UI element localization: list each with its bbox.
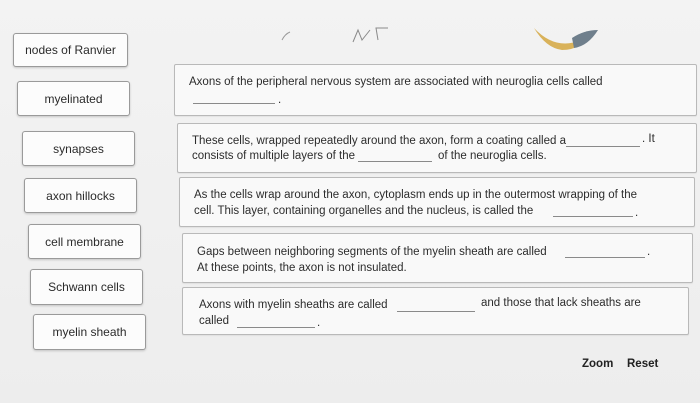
drop-blank-7[interactable] bbox=[237, 317, 315, 328]
statement-3-text-b: cell. This layer, containing organelles and the nucleus, is called the bbox=[194, 205, 534, 217]
statement-4-text-a: Gaps between neighboring segments of the myelin sheath are called bbox=[197, 246, 547, 258]
drop-blank-1[interactable] bbox=[193, 93, 275, 104]
statement-5-text-b: and those that lack sheaths are bbox=[481, 297, 641, 309]
term-card-synapses[interactable]: synapses bbox=[22, 131, 135, 166]
term-card-myelinated[interactable]: myelinated bbox=[17, 81, 130, 116]
reset-button[interactable]: Reset bbox=[627, 358, 659, 370]
drop-blank-2[interactable] bbox=[566, 136, 640, 147]
statement-4-text-b: At these points, the axon is not insulated. bbox=[197, 262, 407, 274]
statement-2-text-b: . It bbox=[642, 133, 655, 145]
statement-1-text: Axons of the peripheral nervous system are associated with neuroglia cells called bbox=[189, 76, 603, 88]
statement-5-text-a: Axons with myelin sheaths are called bbox=[199, 299, 388, 311]
decorative-fragment-icon bbox=[532, 24, 602, 56]
drop-blank-6[interactable] bbox=[397, 301, 475, 312]
drop-blank-4[interactable] bbox=[553, 206, 633, 217]
drop-blank-5[interactable] bbox=[565, 247, 645, 258]
statement-box-1 bbox=[174, 64, 697, 116]
statement-3-end: . bbox=[635, 207, 639, 219]
statement-4-end: . bbox=[647, 246, 651, 258]
statement-box-5 bbox=[182, 287, 689, 335]
drop-blank-3[interactable] bbox=[358, 151, 432, 162]
term-card-schwann-cells[interactable]: Schwann cells bbox=[30, 269, 143, 305]
zoom-button[interactable]: Zoom bbox=[582, 358, 614, 370]
statement-2-text-d: of the neuroglia cells. bbox=[438, 150, 547, 162]
statement-5-text-c: called bbox=[199, 315, 230, 327]
term-card-nodes-of-ranvier[interactable]: nodes of Ranvier bbox=[13, 33, 128, 67]
term-card-cell-membrane[interactable]: cell membrane bbox=[28, 224, 141, 259]
term-card-myelin-sheath[interactable]: myelin sheath bbox=[33, 314, 146, 350]
statement-2-text-a: These cells, wrapped repeatedly around the axon, form a coating called a bbox=[192, 135, 566, 147]
statement-5-end: . bbox=[317, 317, 321, 329]
term-card-axon-hillocks[interactable]: axon hillocks bbox=[24, 178, 137, 213]
statement-box-2 bbox=[177, 123, 697, 173]
statement-3-text-a: As the cells wrap around the axon, cytoplasm ends up in the outermost wrapping of the bbox=[194, 189, 638, 201]
decorative-strokes-icon bbox=[270, 22, 400, 52]
statement-2-text-c: consists of multiple layers of the bbox=[192, 150, 355, 162]
statement-1-end: . bbox=[278, 94, 282, 106]
statement-box-3 bbox=[179, 177, 695, 227]
statement-box-4 bbox=[182, 233, 693, 283]
